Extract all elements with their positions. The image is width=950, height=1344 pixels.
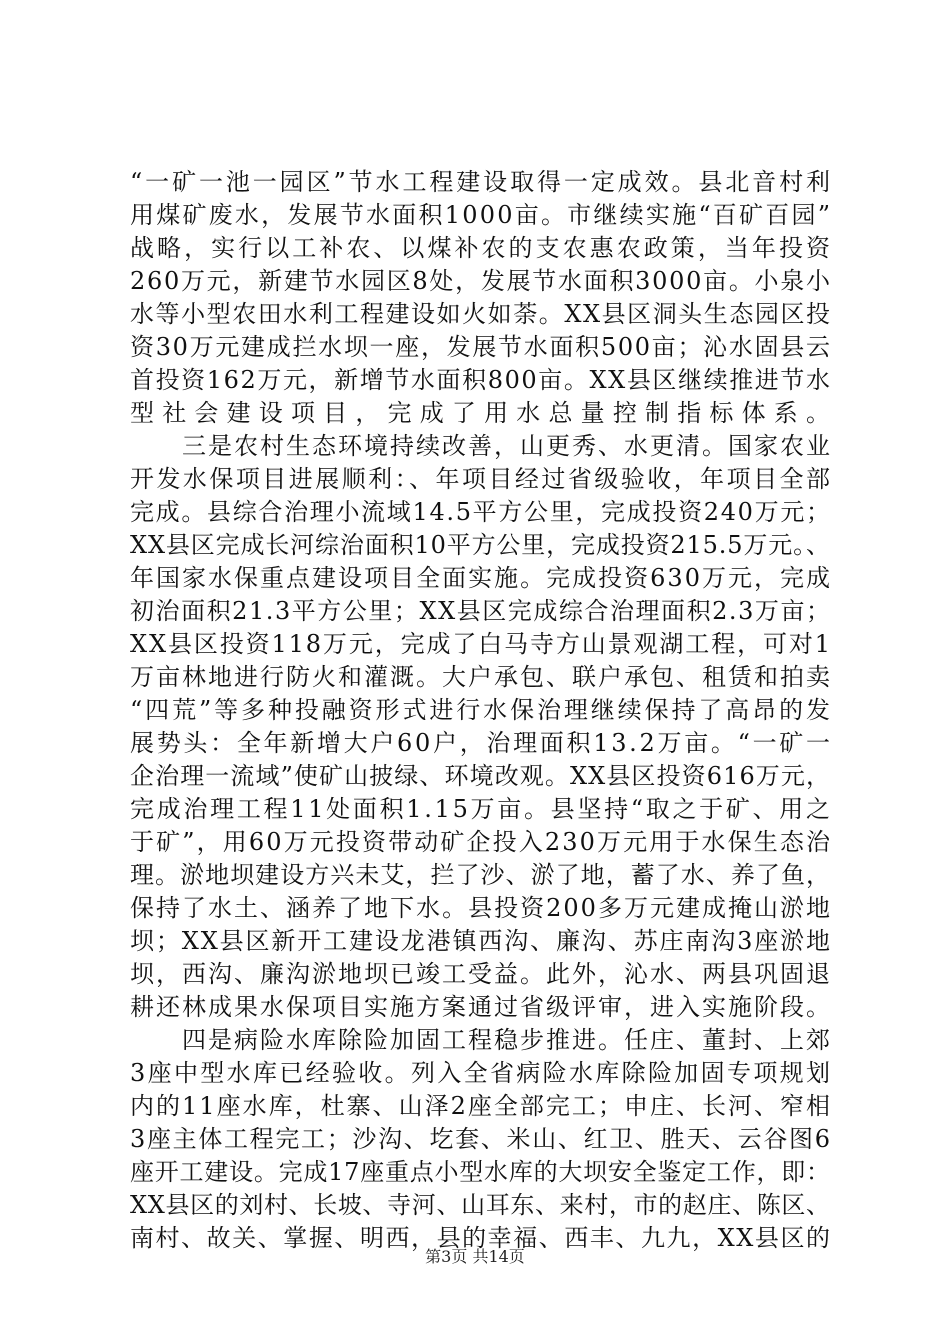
- page-footer: [0, 1244, 950, 1267]
- text-line: 260万元，新建节水园区8处，发展节水面积3000亩。小泉小: [130, 267, 832, 295]
- text-line: 3座中型水库已经验收。列入全省病险水库除险加固专项规划: [130, 1059, 833, 1087]
- text-line: 初治面积21.3平方公里；XX县区完成综合治理面积2.3万亩；: [130, 597, 832, 625]
- text-line: 保持了水土、涵养了地下水。县投资200多万元建成掩山淤地: [130, 894, 833, 922]
- text-line: 型社会建设项目，完成了用水总量控制指标体系。: [130, 399, 830, 427]
- text-line: 首投资162万元，新增节水面积800亩。XX县区继续推进节水: [130, 366, 832, 394]
- text-line: “一矿一池一园区”节水工程建设取得一定成效。县北音村利: [130, 168, 833, 196]
- paragraph-ecology: [130, 430, 833, 1024]
- paragraph-water-saving: [130, 166, 834, 430]
- text-line: 用煤矿废水，发展节水面积1000亩。市继续实施“百矿百园”: [130, 201, 833, 229]
- text-line: XX县区的刘村、长坡、寺河、山耳东、来村，市的赵庄、陈区、: [130, 1191, 831, 1219]
- text-line: 座开工建设。完成17座重点小型水库的大坝安全鉴定工作，即：: [130, 1158, 831, 1186]
- text-line: 于矿”，用60万元投资带动矿企投入230万元用于水保生态治: [130, 828, 833, 856]
- text-line: 完成。县综合治理小流域14.5平方公里，完成投资240万元；: [130, 498, 832, 526]
- text-line: 展势头：全年新增大户60户，治理面积13.2万亩。“一矿一: [130, 729, 833, 757]
- text-line: 南村、故关、掌握、明西，县的幸福、西丰、九九，XX县区的: [130, 1224, 832, 1252]
- paragraph-reservoirs: [130, 1024, 833, 1255]
- text-line: 万亩林地进行防火和灌溉。大户承包、联户承包、租赁和拍卖: [130, 663, 832, 691]
- text-line: XX县区投资118万元，完成了白马寺方山景观湖工程，可对1: [130, 630, 832, 658]
- document-body: [130, 166, 834, 1255]
- text-line: 资30万元建成拦水坝一座，发展节水面积500亩；沁水固县云: [130, 333, 832, 361]
- text-line: 年国家水保重点建设项目全面实施。完成投资630万元，完成: [130, 564, 833, 592]
- text-line: 内的11座水库，杜寨、山泽2座全部完工；申庄、长河、窄相: [130, 1092, 833, 1120]
- page-number-label: 第3页 共14页: [425, 1247, 525, 1266]
- text-line: 坝；XX县区新开工建设龙港镇西沟、廉沟、苏庄南沟3座淤地: [130, 927, 832, 955]
- text-line: 四是病险水库除险加固工程稳步推进。任庄、董封、上郊: [130, 1026, 832, 1054]
- text-line: XX县区完成长河综治面积10平方公里，完成投资215.5万元。、: [130, 531, 831, 559]
- text-line: “四荒”等多种投融资形式进行水保治理继续保持了高昂的发: [130, 696, 833, 724]
- text-line: 3座主体工程完工；沙沟、圪套、米山、红卫、胜天、云谷图6: [130, 1125, 832, 1153]
- text-line: 战略，实行以工补农、以煤补农的支农惠农政策，当年投资: [130, 234, 834, 262]
- text-line: 耕还林成果水保项目实施方案通过省级评审，进入实施阶段。: [130, 993, 830, 1021]
- text-line: 水等小型农田水利工程建设如火如荼。XX县区洞头生态园区投: [130, 300, 832, 328]
- text-line: 企治理一流域”使矿山披绿、环境改观。XX县区投资616万元，: [130, 762, 832, 790]
- text-line: 坝，西沟、廉沟淤地坝已竣工受益。此外，沁水、两县巩固退: [130, 960, 832, 988]
- text-line: 完成治理工程11处面积1.15万亩。县坚持“取之于矿、用之: [130, 795, 833, 823]
- text-line: 开发水保项目进展顺利：、年项目经过省级验收，年项目全部: [130, 465, 833, 493]
- text-line: 三是农村生态环境持续改善，山更秀、水更清。国家农业: [130, 432, 832, 460]
- text-line: 理。淤地坝建设方兴未艾，拦了沙、淤了地，蓄了水、养了鱼，: [130, 861, 832, 889]
